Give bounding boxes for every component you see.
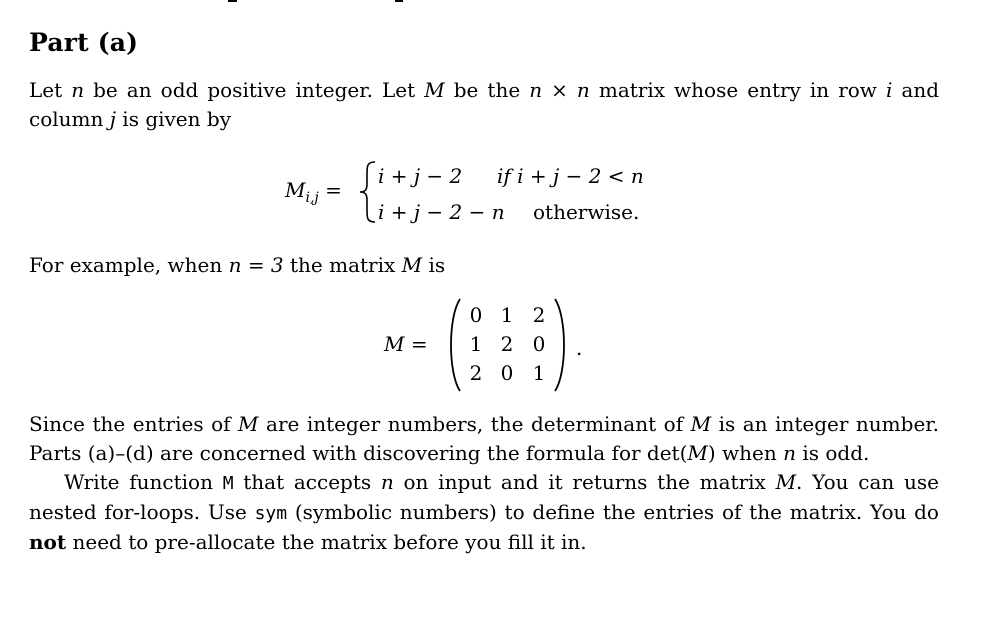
matrix-cell: 1 [532, 361, 546, 385]
text: be an odd positive integer. Let [84, 78, 425, 102]
text: is [422, 253, 446, 277]
case-row-1-expr: i + j − 2 [378, 164, 463, 188]
text: is odd. [796, 441, 870, 465]
math-var: M [687, 441, 708, 465]
text: ) when [707, 441, 784, 465]
text: (symbolic numbers) to define the entries of the matrix. You do [287, 500, 939, 524]
matrix-cell: 2 [500, 332, 514, 356]
example-paragraph [29, 251, 939, 280]
intro-paragraph [29, 76, 939, 134]
math-expr: n × n [529, 78, 590, 102]
text: are integer numbers, the determinant of [258, 412, 691, 436]
math-expr: n = 3 [228, 253, 284, 277]
math-var: n [783, 441, 796, 465]
math-var: M [690, 412, 712, 436]
matrix-cell: 0 [469, 303, 483, 327]
case-row-1-cond: if i + j − 2 < n [497, 164, 644, 188]
text: on input and it returns the matrix [393, 470, 776, 494]
matrix-cell: 0 [500, 361, 514, 385]
matrix-lhs: M = [384, 332, 428, 356]
left-paren-icon [446, 297, 462, 393]
matrix-cell: 1 [469, 332, 483, 356]
right-paren-icon [553, 297, 569, 393]
text: For example, when [29, 253, 229, 277]
text: matrix whose entry in row [589, 78, 886, 102]
math-var: j [109, 107, 116, 131]
text: be the [444, 78, 530, 102]
text: is an integer number. Parts (a)–(d) are concerned with discovering the formula for det( [29, 412, 939, 465]
code-text: sym [254, 503, 288, 524]
text: and column [29, 78, 940, 131]
case-row-2-expr: i + j − 2 − n [378, 200, 505, 224]
matrix-cell: 1 [500, 303, 514, 327]
math-var: M [401, 253, 423, 277]
matrix-period: . [576, 336, 583, 360]
case-row-2-cond: otherwise. [533, 200, 640, 224]
math-var: M [775, 470, 797, 494]
math-var: M [238, 412, 259, 436]
cropped-previous-line [0, 0, 1005, 6]
section-heading: Part (a) [29, 28, 139, 57]
text: is given by [115, 107, 231, 131]
text: need to pre-allocate the matrix before you fill it in. [66, 530, 587, 554]
math-var: n [380, 470, 394, 494]
text: that accepts [233, 470, 381, 494]
left-brace-icon [357, 160, 379, 224]
text: the matrix [283, 253, 402, 277]
text: Let [29, 78, 72, 102]
math-var: n [71, 78, 85, 102]
bold-text: not [29, 530, 67, 554]
code-text: M [222, 473, 234, 494]
text: Write function [64, 470, 223, 494]
text: . You can use nested for-loops. Use [29, 470, 939, 524]
matrix-cell: 2 [532, 303, 546, 327]
matrix-cell: 0 [532, 332, 546, 356]
math-var: i [885, 78, 893, 102]
cases-lhs: $M_{i,j}$ = [285, 178, 342, 206]
matrix-cell: 2 [469, 361, 483, 385]
text: Since the entries of [29, 412, 239, 436]
task-paragraph [29, 410, 939, 557]
math-var: M [424, 78, 445, 102]
